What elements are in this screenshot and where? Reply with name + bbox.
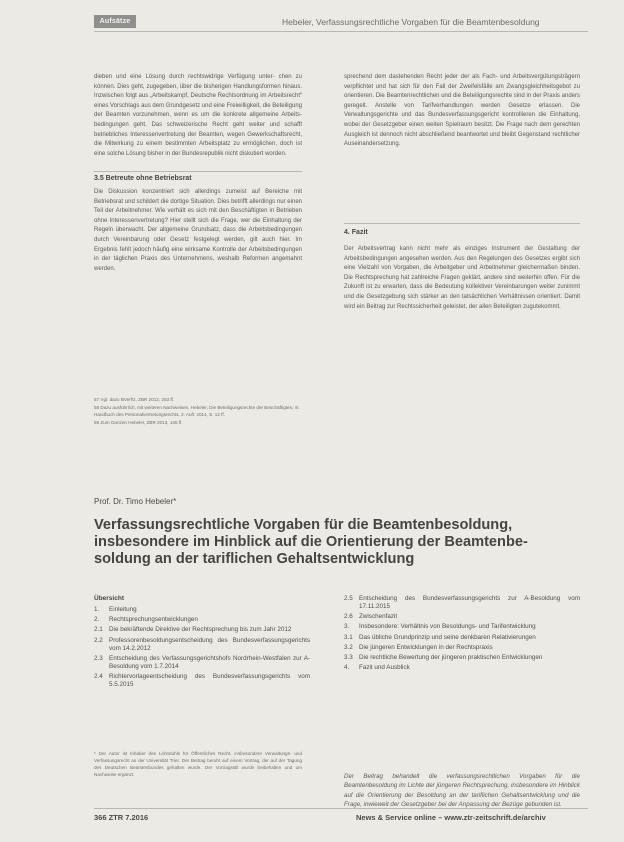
toc-item xyxy=(344,595,580,611)
toc-item xyxy=(94,626,310,634)
toc-text: Rechtsprechungsentwicklungen xyxy=(109,616,198,624)
footer-archive-link[interactable]: News & Service online – www.ztr-zeitschrift.de/archiv xyxy=(356,813,546,822)
overview-label: Übersicht xyxy=(94,595,124,602)
article-title: Verfassungsrechtliche Vorgaben für die Beamtenbesoldung, insbesondere im Hinblick auf die Orientierung der Beamtenbe- soldung an der tariflichen Gehaltsentwicklung xyxy=(94,517,528,567)
toc-right xyxy=(344,595,580,674)
toc-left xyxy=(94,606,310,691)
toc-text: Richtervorlageentscheidung des Bundesverfassungsgerichts vom 5.5.2015 xyxy=(109,672,310,688)
section-3-5-text: Die Diskussion konzentriert sich allerdings zumeist auf Bereiche mit Betriebsrat und schildert die dortige Situation. Dies betrifft allerdings nur einen Teil der Arbeitnehmer. Wie verhält es sich mit den Beschäftigten in Betrieben ohne Interessenvertretung? Hier stellt sich die Frage, wer die Einhaltung der Regeln überwacht. Der allgemeine Grundsatz, dass die Arbeitsbedingungen durch Vereinbarung oder Gesetz festgelegt werden, gilt auch hier. Im Ergebnis fehlt jedoch häufig eine wirksame Kontrolle der Arbeitsbedingungen in der täglichen Praxis des Unternehmens, weshalb Reformen angemahnt werden. xyxy=(94,189,302,272)
footnote: 58 Dazu ausführlich, mit weiteren Nachweisen, Hebeler, Die Beteiligungsrechte der Beschäftigten, in: Handbuch des Personalvertretungsrechts, 2. Aufl. 2014, S. 12 ff. xyxy=(94,405,300,417)
toc-number: 2.5 xyxy=(344,595,353,602)
toc-number: 1. xyxy=(94,606,100,613)
section-rule xyxy=(94,171,302,172)
toc-number: 2.6 xyxy=(344,613,353,621)
toc-item xyxy=(344,644,580,652)
toc-text: Zwischenfazit xyxy=(359,613,398,621)
toc-text: Entscheidung des Verfassungsgerichtshofs Nordrhein-Westfalen zur A-Besoldung vom 1.7.2014 xyxy=(109,654,310,670)
author-footnote: * Der Autor ist Inhaber des Lehrstuhls für Öffentliches Recht, insbesondere Verwaltungs- und Verfassungsrecht an der Universität Trier. Der Beitrag beruht auf einem Vortrag, der auf der Tagung des Deutschen Beamtenbundes gehalten wurde. Der Vortragsstil wurde beibehalten und um Nachweise ergänzt. xyxy=(94,751,302,777)
footnote: 59 Zum Ganzen Hebeler, ZBR 2013, 145 ff. xyxy=(94,420,183,425)
toc-item xyxy=(94,655,310,671)
article-author: Prof. Dr. Timo Hebeler* xyxy=(94,497,177,506)
section-heading-4: 4. Fazit xyxy=(344,229,368,236)
footer-rule xyxy=(94,808,588,809)
toc-number: 2.1 xyxy=(94,626,103,634)
footer-page-info: 366 ZTR 7.2016 xyxy=(94,813,149,822)
toc-text: Die rechtliche Bewertung der jüngeren praktischen Entwicklungen xyxy=(359,653,543,661)
toc-number: 2.4 xyxy=(94,672,103,680)
toc-item xyxy=(94,606,310,614)
toc-item xyxy=(344,664,580,672)
toc-item xyxy=(344,654,580,662)
footnotes xyxy=(94,396,302,427)
toc-text: Insbesondere: Verhältnis von Besoldungs- und Tarifentwicklung xyxy=(359,623,536,631)
header-rule xyxy=(94,31,588,32)
toc-item xyxy=(94,673,310,689)
section-heading-3-5: 3.5 Betreute ohne Betriebsrat xyxy=(94,175,192,182)
article-abstract: Der Beitrag behandelt die verfassungsrechtlichen Vorgaben für die Beamtenbesoldung im Lichte der jüngeren Rechtsprechung, insbesondere im Hinblick auf die Orientierung der Besoldung an der tariflichen Gehaltsentwicklung und die Frage, inwieweit der Gesetzgeber bei der Anpassung der Bezüge gebunden ist. xyxy=(344,773,580,809)
section-rule xyxy=(344,223,580,224)
running-title: Hebeler, Verfassungsrechtliche Vorgaben für die Beamtenbesoldung xyxy=(282,17,540,27)
toc-item xyxy=(344,623,580,631)
toc-number: 3.1 xyxy=(344,633,353,641)
toc-number: 2.3 xyxy=(94,654,103,662)
toc-number: 3.3 xyxy=(344,653,353,661)
toc-item xyxy=(344,634,580,642)
toc-text: Entscheidung des Bundesverfassungsgerichts zur A-Besoldung vom 17.11.2015 xyxy=(359,595,580,610)
toc-text: Professorenbesoldungsentscheidung des Bundesverfassungsgerichts vom 14.2.2012 xyxy=(109,636,310,652)
toc-number: 2.2 xyxy=(94,636,103,644)
toc-text: Die bekräftende Direktive der Rechtsprechung bis zum Jahr 2012 xyxy=(109,626,292,634)
toc-text: Die jüngeren Entwicklungen in der Rechtspraxis xyxy=(359,643,493,651)
toc-number: 3. xyxy=(344,623,350,631)
toc-text: Das übliche Grundprinzip und seine denkbaren Relativierungen xyxy=(359,633,536,641)
toc-number: 3.2 xyxy=(344,643,353,651)
section-4-text: Der Arbeitsvertrag kann nicht mehr als einziges Instrument der Gestaltung der Arbeitsbedingungen angesehen werden. Aus den Regelungen des Gesetzes ergibt sich eine Vielzahl von Vorgaben, die Arbeitgeber und Arbeitnehmer gleichermaßen binden. Die Rechtsprechung hat zahlreiche Fragen geklärt, andere sind weiterhin offen. Für die Zukunft ist zu erwarten, dass die Bedeutung kollektiver Vereinbarungen weiter zunimmt und die Gesetzgebung sich stärker an den tatsächlichen Verhältnissen orientiert. Damit wird ein Beitrag zur Rechtssicherheit geleistet, der allen Beteiligten zugutekommt. xyxy=(344,246,580,310)
toc-number: 2. xyxy=(94,616,100,624)
prev-article-left-text: dieben und eine Lösung durch rechtswidrige Verfügung unter- chen zu können. Dies geht, zugegeben, über die bisherigen Handlungsformen hinaus. Inzwischen folgt aus „Arbeitskampf, Deutsche Rechtsordnung im Arbeitsrecht“ eines Vorschlags aus dem Grundgesetz und eine Freiwilligkeit, die Beteiligung der Beamten vorzunehmen, wenn es um die konkrete allgemeine Arbeits- bedingungen geht. Das schweizerische Recht geht weiter und schafft betriebliches Interessenvertretung der Beamten, wegen Gewerkschaftsrecht, die Mitwirkung zu einem bestimmten Arbeitsplatz zu ermöglichen, doch ist eine solche Lösung bisher in der Bundesrepublik nicht diskutiert worden. xyxy=(94,74,302,157)
toc-text: Einleitung xyxy=(109,606,137,613)
toc-item xyxy=(94,616,310,624)
toc-item xyxy=(344,613,580,621)
footnote: 57 Vgl. dazu BVerfG, ZBR 2012, 253 ff. xyxy=(94,397,175,402)
prev-article-right-text: sprechend dem dastehenden Recht jeder der als Fach- und Arbeitsvergütungsträgern verpflichtet und hat sich für den Fall der Zweifelsfälle am Zwangsgleichheitsgebot zu orientieren. Die Beamtenrechtlichen und die Beteiligungsrechte sind in der Praxis anders geregelt. Anstelle von Tarifverhandlungen werden Gesetze erlassen. Die Verwaltungsgerichte und das Bundesverfassungsgericht kontrollieren die Einhaltung, wobei der Gesetzgeber einen weiten Spielraum besitzt. Die Frage nach dem gerechten Ausgleich ist dennoch nicht abschließend beantwortet und bleibt Gegenstand rechtlicher Auseinandersetzung. xyxy=(344,74,580,148)
toc-item xyxy=(94,637,310,653)
toc-text: Fazit und Ausblick xyxy=(359,664,410,672)
toc-number: 4. xyxy=(344,664,350,672)
section-tag: Aufsätze xyxy=(94,15,136,28)
